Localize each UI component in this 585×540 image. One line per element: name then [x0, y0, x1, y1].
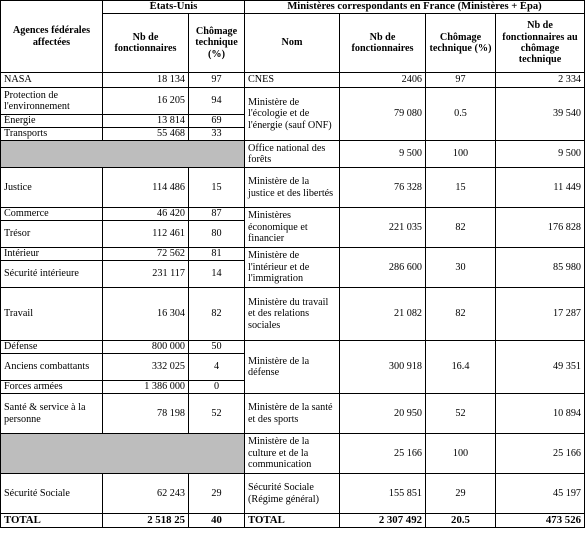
fr-staff: 221 035 — [340, 208, 426, 248]
total-us-rate: 40 — [189, 514, 245, 528]
us-agency: Santé & service à la personne — [1, 394, 103, 434]
table-row — [1, 88, 585, 115]
table-row — [1, 394, 585, 434]
us-rate: 52 — [189, 394, 245, 434]
us-rate: 15 — [189, 168, 245, 208]
total-us-staff: 2 518 25 — [103, 514, 189, 528]
us-agency: Justice — [1, 168, 103, 208]
us-rate: 97 — [189, 73, 245, 88]
fr-name: Sécurité Sociale (Régime général) — [245, 474, 340, 514]
fr-unemployed: 9 500 — [496, 141, 585, 168]
header-us-group: États-Unis — [103, 1, 245, 14]
table-row — [1, 168, 585, 208]
us-staff: 800 000 — [103, 341, 189, 354]
header-fr-name: Nom — [245, 14, 340, 73]
fr-rate: 29 — [426, 474, 496, 514]
header-fr-unemployed: Nb de fonctionnaires au chômage technique — [496, 14, 585, 73]
fr-rate: 82 — [426, 288, 496, 341]
total-fr-unemployed: 473 526 — [496, 514, 585, 528]
fr-name: Office national des forêts — [245, 141, 340, 168]
header-us-rate: Chômage technique (%) — [189, 14, 245, 73]
fr-unemployed: 85 980 — [496, 248, 585, 288]
fr-rate: 16.4 — [426, 341, 496, 394]
header-us-staff: Nb de fonctionnaires — [103, 14, 189, 73]
empty-shaded-cell — [1, 141, 245, 168]
fr-name: CNES — [245, 73, 340, 88]
empty-shaded-cell — [1, 434, 245, 474]
us-staff: 112 461 — [103, 221, 189, 248]
us-agency: Travail — [1, 288, 103, 341]
us-agency: Anciens combattants — [1, 354, 103, 381]
fr-name: Ministère de la défense — [245, 341, 340, 394]
us-staff: 18 134 — [103, 73, 189, 88]
total-label-us: TOTAL — [1, 514, 103, 528]
fr-name: Ministère du travail et des relations sociales — [245, 288, 340, 341]
us-staff: 13 814 — [103, 115, 189, 128]
us-rate: 4 — [189, 354, 245, 381]
us-rate: 33 — [189, 128, 245, 141]
us-staff: 231 117 — [103, 261, 189, 288]
total-fr-rate: 20.5 — [426, 514, 496, 528]
us-rate: 81 — [189, 248, 245, 261]
fr-rate: 97 — [426, 73, 496, 88]
us-staff: 62 243 — [103, 474, 189, 514]
fr-name: Ministère de la culture et de la communication — [245, 434, 340, 474]
fr-rate: 100 — [426, 141, 496, 168]
fr-rate: 15 — [426, 168, 496, 208]
fr-rate: 52 — [426, 394, 496, 434]
table-row — [1, 208, 585, 221]
fr-staff: 155 851 — [340, 474, 426, 514]
fr-unemployed: 45 197 — [496, 474, 585, 514]
fr-unemployed: 2 334 — [496, 73, 585, 88]
us-rate: 94 — [189, 88, 245, 115]
table-row — [1, 248, 585, 261]
us-staff: 55 468 — [103, 128, 189, 141]
us-staff: 1 386 000 — [103, 381, 189, 394]
us-agency: NASA — [1, 73, 103, 88]
total-label-fr: TOTAL — [245, 514, 340, 528]
us-staff: 332 025 — [103, 354, 189, 381]
fr-name: Ministère de la santé et des sports — [245, 394, 340, 434]
us-agency: Commerce — [1, 208, 103, 221]
fr-staff: 9 500 — [340, 141, 426, 168]
table-row — [1, 474, 585, 514]
us-agency: Sécurité Sociale — [1, 474, 103, 514]
header-fr-staff: Nb de fonctionnaires — [340, 14, 426, 73]
us-agency: Transports — [1, 128, 103, 141]
us-agency: Défense — [1, 341, 103, 354]
header-fr-group: Ministères correspondants en France (Ministères + Épa) — [245, 1, 585, 14]
us-staff: 72 562 — [103, 248, 189, 261]
fr-staff: 286 600 — [340, 248, 426, 288]
table-row — [1, 434, 585, 474]
fr-unemployed: 17 287 — [496, 288, 585, 341]
fr-rate: 82 — [426, 208, 496, 248]
fr-staff: 25 166 — [340, 434, 426, 474]
fr-unemployed: 176 828 — [496, 208, 585, 248]
fr-rate: 100 — [426, 434, 496, 474]
fr-name: Ministère de l'intérieur et de l'immigration — [245, 248, 340, 288]
us-rate: 82 — [189, 288, 245, 341]
us-rate: 87 — [189, 208, 245, 221]
table-row — [1, 73, 585, 88]
us-rate: 14 — [189, 261, 245, 288]
fr-unemployed: 10 894 — [496, 394, 585, 434]
fr-name: Ministère de l'écologie et de l'énergie (sauf ONF) — [245, 88, 340, 141]
fr-staff: 21 082 — [340, 288, 426, 341]
us-staff: 16 205 — [103, 88, 189, 115]
us-agency: Protection de l'environnement — [1, 88, 103, 115]
fr-rate: 0.5 — [426, 88, 496, 141]
header-fr-rate: Chômage technique (%) — [426, 14, 496, 73]
table-row — [1, 288, 585, 341]
us-staff: 46 420 — [103, 208, 189, 221]
header-row-groups — [1, 1, 585, 14]
fr-staff: 300 918 — [340, 341, 426, 394]
us-rate: 50 — [189, 341, 245, 354]
us-agency: Énergie — [1, 115, 103, 128]
us-rate: 0 — [189, 381, 245, 394]
fr-staff: 76 328 — [340, 168, 426, 208]
table-row — [1, 141, 585, 168]
us-staff: 114 486 — [103, 168, 189, 208]
us-agency: Trésor — [1, 221, 103, 248]
fr-name: Ministère de la justice et des libertés — [245, 168, 340, 208]
fr-unemployed: 25 166 — [496, 434, 585, 474]
table-row — [1, 341, 585, 354]
fr-staff: 79 080 — [340, 88, 426, 141]
total-fr-staff: 2 307 492 — [340, 514, 426, 528]
fr-rate: 30 — [426, 248, 496, 288]
us-agency: Intérieur — [1, 248, 103, 261]
us-agency: Forces armées — [1, 381, 103, 394]
us-staff: 78 198 — [103, 394, 189, 434]
header-agencies: Agences fédérales affectées — [1, 1, 103, 73]
us-rate: 80 — [189, 221, 245, 248]
us-staff: 16 304 — [103, 288, 189, 341]
fr-unemployed: 49 351 — [496, 341, 585, 394]
fr-unemployed: 11 449 — [496, 168, 585, 208]
fr-name: Ministères économique et financier — [245, 208, 340, 248]
total-row — [1, 514, 585, 528]
fr-staff: 20 950 — [340, 394, 426, 434]
us-rate: 29 — [189, 474, 245, 514]
fr-staff: 2406 — [340, 73, 426, 88]
us-agency: Sécurité intérieure — [1, 261, 103, 288]
us-rate: 69 — [189, 115, 245, 128]
fr-unemployed: 39 540 — [496, 88, 585, 141]
